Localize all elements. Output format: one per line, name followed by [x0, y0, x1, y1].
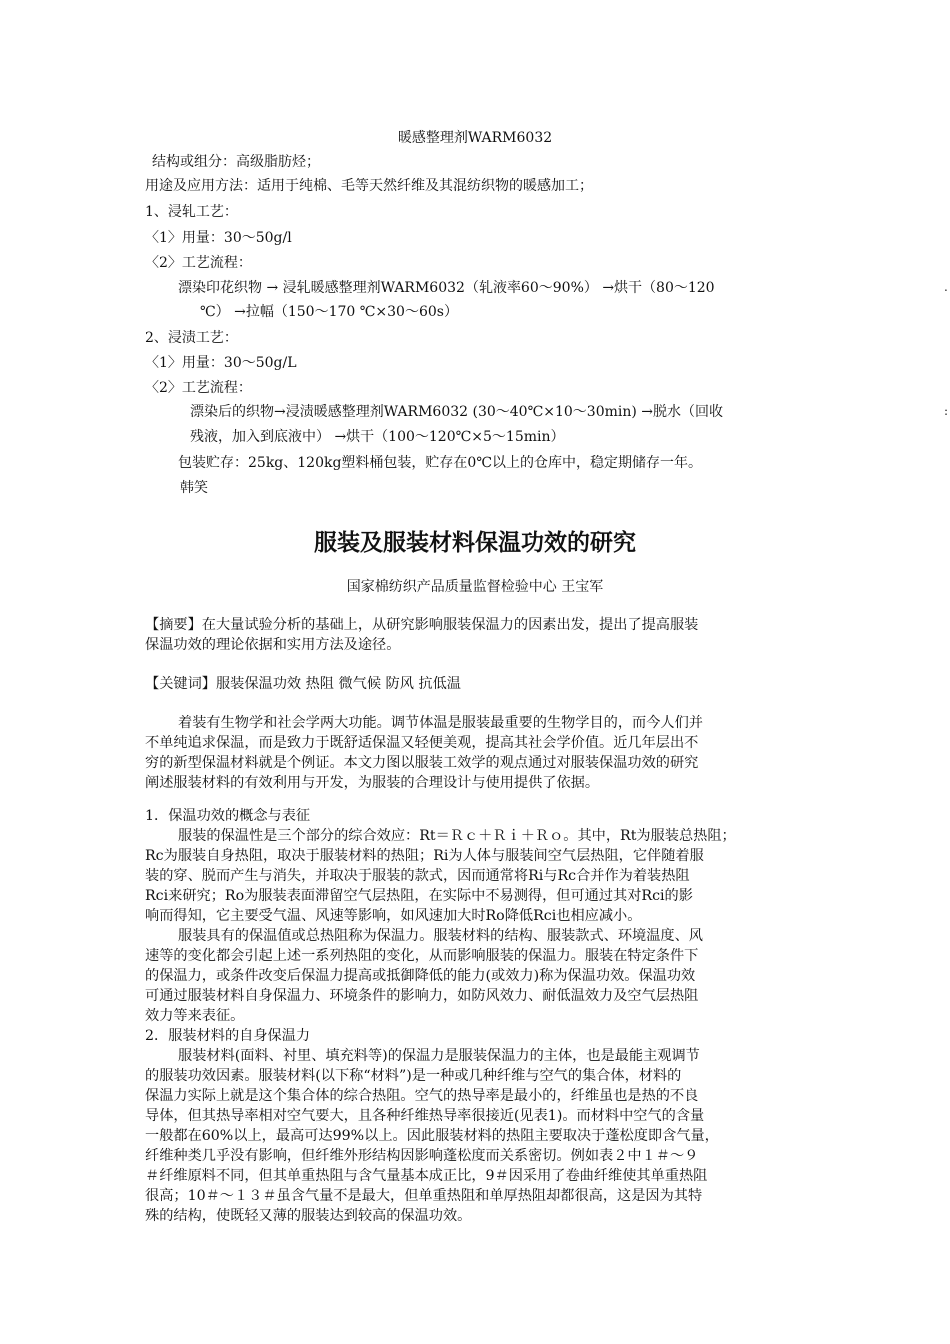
article-title: 服装及服装材料保温功效的研究: [314, 530, 636, 556]
section-1-title: 1．保温功效的概念与表征: [145, 808, 311, 824]
margin-mark: :: [944, 404, 949, 418]
section-2-p1-line: ＃纤维原料不同，但其单重热阻与含气量基本成正比，9＃因采用了卷曲纤维使其单重热阻: [145, 1168, 708, 1184]
author-name: 韩笑: [180, 480, 208, 496]
section-1-p1-line: Rci来研究；Ro为服装表面滞留空气层热阻，在实际中不易测得，但可通过其对Rci的影: [145, 888, 693, 904]
pad-process-title: 1、浸轧工艺：: [145, 204, 238, 220]
section-2-p1-line: 服装材料(面料、衬里、填充料等)的保温力是服装保温力的主体，也是最能主观调节: [178, 1048, 700, 1064]
section-2-p1-line: 殊的结构，使既轻又薄的服装达到较高的保温功效。: [145, 1208, 472, 1224]
dip-dosage: 〈1〉用量：30～50g/L: [145, 355, 297, 371]
section-2-p1-line: 一般都在60%以上，最高可达99%以上。因此服装材料的热阻主要取决于蓬松度即含气量，: [145, 1128, 719, 1144]
section-1-p2-line: 可通过服装材料自身保温力、环境条件的影响力，如防风效力、耐低温效力及空气层热阻: [145, 988, 699, 1004]
pad-flow-title: 〈2〉工艺流程：: [145, 255, 252, 271]
keywords-line: 【关键词】服装保温功效 热阻 微气候 防风 抗低温: [145, 676, 461, 692]
intro-line: 穷的新型保温材料就是个例证。本文力图以服装工效学的观点通过对服装保温功效的研究: [145, 755, 699, 771]
section-1-p1-line: 装的穿、脱而产生与消失，并取决于服装的款式，因而通常将Ri与Rc合并作为着装热阻: [145, 868, 690, 884]
product-heading: 暖感整理剂WARM6032: [397, 130, 553, 146]
pad-flow-line-2: ℃） →拉幅（150～170 ℃×30～60s）: [200, 304, 458, 320]
usage-line: 用途及应用方法：适用于纯棉、毛等天然纤维及其混纺织物的暖感加工；: [145, 178, 593, 194]
margin-mark: .: [944, 280, 948, 294]
section-2-p1-line: 保温力实际上就是这个集合体的综合热阻。空气的热导率是最小的，纤维虽也是热的不良: [145, 1088, 699, 1104]
section-1-p2-line: 的保温力，或条件改变后保温力提高或抵御降低的能力(或效力)称为保温功效。保温功效: [145, 968, 696, 984]
dip-process-title: 2、浸渍工艺：: [145, 330, 238, 346]
section-1-p2-line: 速等的变化都会引起上述一系列热阻的变化，从而影响服装的保温力。服装在特定条件下: [145, 948, 699, 964]
article-affiliation: 国家棉纺织产品质量监督检验中心 王宝军: [346, 579, 604, 595]
intro-line: 不单纯追求保温，而是致力于既舒适保温又轻便美观，提高其社会学价值。近几年层出不: [145, 735, 699, 751]
section-2-p1-line: 导体，但其热导率相对空气要大，且各种纤维热导率很接近(见表1)。而材料中空气的含量: [145, 1108, 705, 1124]
abstract-line-1: 【摘要】在大量试验分析的基础上，从研究影响服装保温力的因素出发，提出了提高服装: [145, 617, 699, 633]
section-1-p2-line: 服装具有的保温值或总热阻称为保温力。服装材料的结构、服装款式、环境温度、风: [178, 928, 703, 944]
section-2-p1-line: 的服装功效因素。服装材料(以下称“材料”)是一种或几种纤维与空气的集合体，材料的: [145, 1068, 682, 1084]
pad-flow-line-1: 漂染印花织物 → 浸轧暖感整理剂WARM6032（轧液率60～90%） →烘干（80～120: [178, 280, 715, 296]
section-1-p1-line: 服装的保温性是三个部分的综合效应：Rt＝Ｒｃ＋Ｒｉ＋Ｒｏ。其中，Rt为服装总热阻；: [178, 828, 736, 844]
section-2-title: 2．服装材料的自身保温力: [145, 1028, 311, 1044]
composition-line: 结构或组分：高级脂肪烃；: [152, 154, 320, 170]
section-2-p1-line: 纤维种类几乎没有影响，但纤维外形结构因影响蓬松度而关系密切。例如表２中１＃～９: [145, 1148, 699, 1164]
dip-flow-line-1: 漂染后的织物→浸渍暖感整理剂WARM6032 (30～40℃×10～30min) →脱水（回收: [190, 404, 724, 420]
intro-line: 着装有生物学和社会学两大功能。调节体温是服装最重要的生物学目的，而今人们并: [178, 715, 703, 731]
abstract-line-2: 保温功效的理论依据和实用方法及途径。: [145, 637, 401, 653]
section-2-p1-line: 很高；10＃～１３＃虽含气量不是最大，但单重热阻和单厚热阻却都很高，这是因为其特: [145, 1188, 703, 1204]
dip-flow-title: 〈2〉工艺流程：: [145, 380, 252, 396]
pad-dosage: 〈1〉用量：30～50g/l: [145, 230, 292, 246]
section-1-p2-line: 效力等来表征。: [145, 1008, 245, 1024]
storage-line: 包装贮存：25kg、120kg塑料桶包装，贮存在0℃以上的仓库中，稳定期储存一年。: [178, 455, 702, 471]
section-1-p1-line: 响而得知，它主要受气温、风速等影响，如风速加大时Ro降低Rci也相应减小。: [145, 908, 642, 924]
intro-line: 阐述服装材料的有效利用与开发，为服装的合理设计与使用提供了依据。: [145, 775, 600, 791]
dip-flow-line-2: 残液，加入到底液中） →烘干（100～120℃×5～15min）: [190, 429, 565, 445]
section-1-p1-line: Rc为服装自身热阻，取决于服装材料的热阻；Ri为人体与服装间空气层热阻，它伴随着服: [145, 848, 704, 864]
